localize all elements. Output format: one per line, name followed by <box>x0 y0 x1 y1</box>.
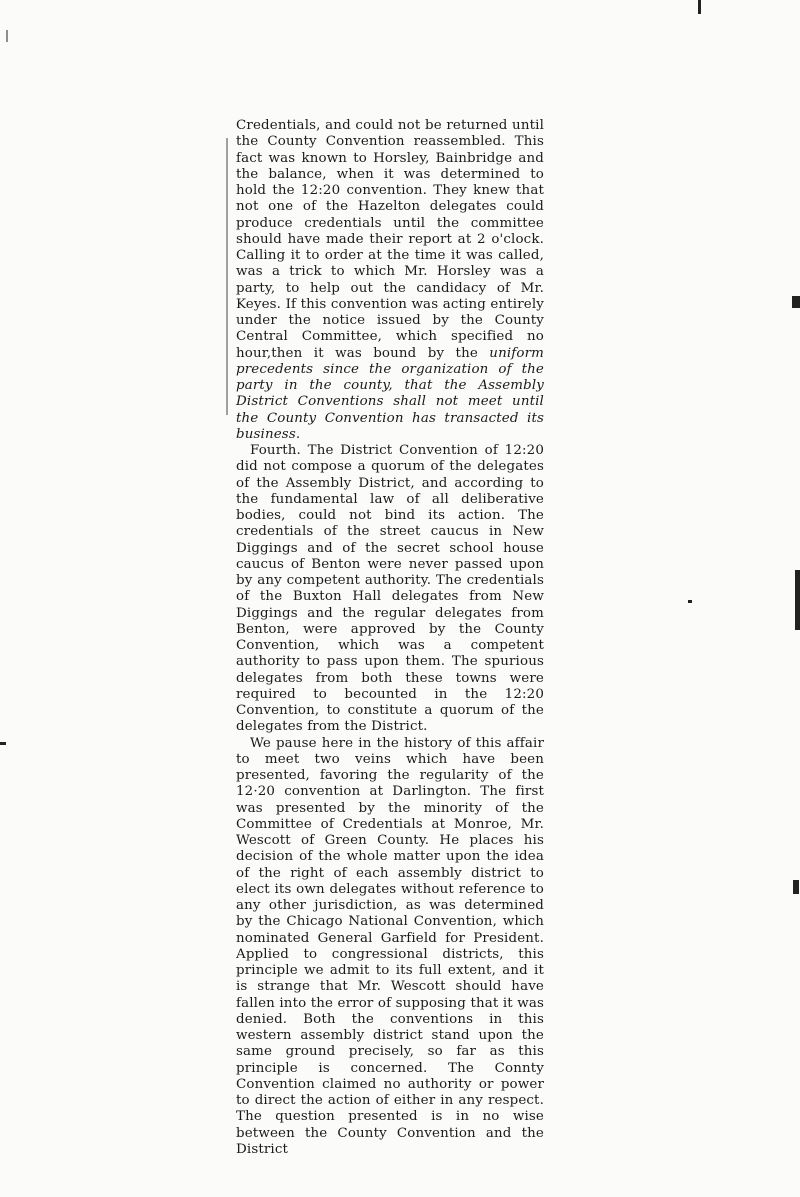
margin-rule <box>226 138 228 415</box>
edge-mark-left <box>0 742 6 745</box>
text-segment: We pause here in the history of this affair to meet two veins which have been presented, favoring the regularity of the 12·20 convention at Darlington. The first was presented by the minority of the Committee of Credentials at Monroe, Mr. Wescott of Green County. He places his decision of the whole matter upon the idea of the right of each assembly district to elect its own delegates without reference to any other jurisdiction, as was determined by the Chicago National Convention, which nominated General Garfield for President. Applied to congressional districts, this principle we admit to its full extent, and it is strange that Mr. Wescott should have fallen into the error of supposing that it was denied. Both the conventions in this western assembly district stand upon the same ground precisely, so far as this principle is concerned. The Connty Convention claimed no authority or power to direct the action of either in any respect. The question presented is in no wise between the County Convention and the District <box>236 735 544 1157</box>
edge-mark-right-3 <box>793 880 799 894</box>
edge-mark-top-right <box>698 0 701 14</box>
article-paragraph <box>236 736 544 1159</box>
article-paragraph <box>236 443 544 736</box>
edge-mark-right-2 <box>795 570 800 630</box>
text-segment: Credentials, and could not be returned until the County Convention reassembled. This fact was known to Horsley, Bainbridge and the balance, when it was determined to hold the 12:20 convention. They knew that not one of the Hazelton delegates could produce credentials until the committee should have made their report at 2 o'clock. Calling it to order at the time it was called, was a trick to which Mr. Horsley was a party, to help out the candidacy of Mr. Keyes. If this convention was acting entirely under the notice issued by the County Central Committee, which specified no hour,then it was bound by the <box>236 118 544 361</box>
speck <box>688 600 692 603</box>
article-paragraph <box>236 118 544 443</box>
article-column <box>236 118 544 1158</box>
text-segment: Fourth. The District Convention of 12:20 did not compose a quorum of the delegates of the Assembly District, and according to the fundamental law of all deliberative bodies, could not bind its action. The credentials of the street caucus in New Diggings and of the secret school house caucus of Benton were never passed upon by any competent authority. The credentials of the Buxton Hall delegates from New Diggings and the regular delegates from Benton, were approved by the County Convention, which was a competent authority to pass upon them. The spurious delegates from both these towns were required to becounted in the 12:20 Convention, to constitute a quorum of the delegates from the District. <box>236 443 544 735</box>
edge-mark-right-1 <box>792 296 800 308</box>
speck-top-left <box>6 30 8 42</box>
italic-segment: uniform precedents since the organization of the party in the county, that the Assembly District Conventions shall not meet until the County Convention has transacted its business. <box>236 345 544 442</box>
